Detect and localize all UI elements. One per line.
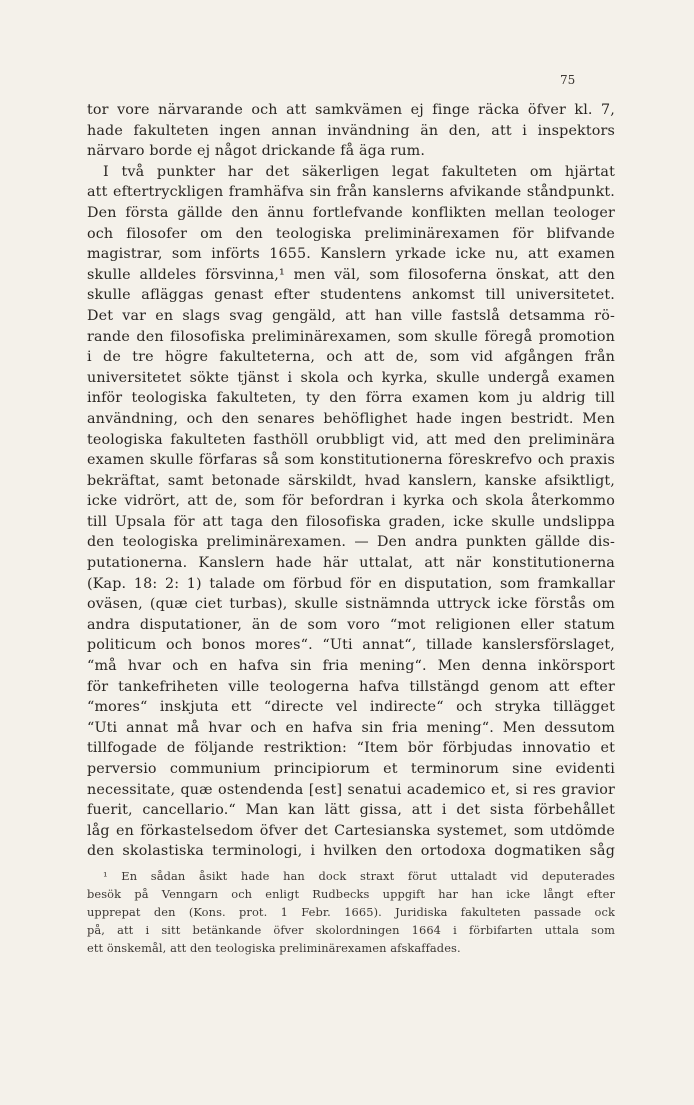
text-line: Det var en slags svag gengäld, att han ville fastslå detsamma rö-	[87, 307, 615, 324]
text-line: bekräftat, samt betonade särskildt, hvad kanslern, kanske afsiktligt,	[87, 472, 615, 489]
text-line: I två punkter har det säkerligen legat fakulteten om hjärtat	[103, 163, 615, 180]
text-line: i de tre högre fakulteterna, och att de, som vid afgången från	[87, 349, 615, 366]
text-line: politicum och bonos mores“. “Uti annat“, tillade kanslersförslaget,	[87, 637, 615, 654]
text-line: skulle alldeles försvinna,¹ men väl, som filosoferna önskat, att den	[87, 266, 615, 283]
footnote-line: ¹ En sådan åsikt hade han dock straxt förut uttaladt vid deputerades	[103, 869, 615, 883]
text-line: tor vore närvarande och att samkvämen ej finge räcka öfver kl. 7,	[87, 102, 615, 118]
text-line: skulle afläggas genast efter studentens ankomst till universitetet.	[87, 287, 615, 304]
text-line: examen skulle förfaras så som konstitutionerna föreskrefvo och praxis	[87, 452, 615, 469]
text-line: teologiska fakulteten fasthöll orubbligt vid, att med den preliminära	[87, 431, 615, 448]
page-number: 75	[560, 73, 576, 87]
text-line: “Uti annat må hvar och en hafva sin fria mening“. Men dessutom	[87, 719, 615, 736]
text-line: inför teologiska fakulteten, ty den förra examen kom ju aldrig till	[87, 390, 615, 407]
text-line: necessitate, quæ ostendenda [est] senatui academico et, si res gravior	[87, 781, 615, 798]
footnote-line: besök på Venngarn och enligt Rudbecks uppgift har han icke långt efter	[87, 887, 615, 901]
text-line: “må hvar och en hafva sin fria mening“. Men denna inkörsport	[87, 658, 615, 675]
text-line: låg en förkastelsedom öfver det Cartesianska systemet, som utdömde	[87, 822, 615, 839]
text-line: närvaro borde ej något drickande få äga rum.	[87, 143, 426, 160]
text-line: till Upsala för att taga den filosofiska graden, icke skulle undslippa	[87, 513, 615, 530]
text-line: användning, och den senares behöflighet hade ingen bestridt. Men	[87, 410, 615, 427]
text-line: perversio communium principiorum et terminorum sine evidenti	[87, 761, 615, 777]
text-line: fuerit, cancellario.“ Man kan lätt gissa, att i det sista förbehållet	[87, 802, 615, 819]
text-line: den teologiska preliminärexamen. — Den andra punkten gällde dis-	[87, 534, 615, 551]
text-line: Den första gällde den ännu fortlefvande konflikten mellan teologer	[87, 204, 615, 221]
text-line: oväsen, (quæ ciet turbas), skulle sistnämnda uttryck icke förstås om	[87, 596, 615, 613]
text-line: putationerna. Kanslern hade här uttalat, att när konstitutionerna	[87, 555, 615, 572]
text-line: andra disputationer, än de som voro “mot religionen eller statum	[87, 616, 615, 633]
footnote-line: upprepat den (Kons. prot. 1 Febr. 1665). Juridiska fakulteten passade ock	[87, 905, 615, 919]
text-line: tillfogade de följande restriktion: “Item bör förbjudas innovatio et	[87, 740, 615, 757]
text-line: universitetet sökte tjänst i skola och kyrka, skulle undergå examen	[87, 369, 615, 386]
footnote-line: på, att i sitt betänkande öfver skolordningen 1664 i förbifarten uttala som	[87, 923, 615, 937]
text-line: den skolastiska terminologi, i hvilken den ortodoxa dogmatiken såg	[87, 843, 615, 860]
footnote-line: ett önskemål, att den teologiska preliminärexamen afskaffades.	[87, 941, 461, 955]
text-line: hade fakulteten ingen annan invändning än den, att i inspektors	[87, 122, 615, 139]
text-line: “mores“ inskjuta ett “directe vel indirecte“ och stryka tillägget	[87, 699, 615, 716]
text-line: för tankefriheten ville teologerna hafva tillstängd genom att efter	[87, 678, 615, 695]
text-line: att eftertryckligen framhäfva sin från kanslerns afvikande ståndpunkt.	[87, 184, 615, 201]
body-text	[87, 100, 615, 862]
text-line: (Kap. 18: 2: 1) talade om förbud för en disputation, som framkallar	[87, 575, 615, 592]
text-line: rande den filosofiska preliminärexamen, som skulle föregå promotion	[87, 328, 615, 345]
text-line: och filosofer om den teologiska preliminärexamen för blifvande	[87, 225, 615, 242]
text-line: icke vidrört, att de, som för befordran i kyrka och skola återkommo	[87, 493, 615, 510]
text-line: magistrar, som införts 1655. Kanslern yrkade icke nu, att examen	[87, 246, 615, 263]
footnote	[87, 867, 615, 957]
